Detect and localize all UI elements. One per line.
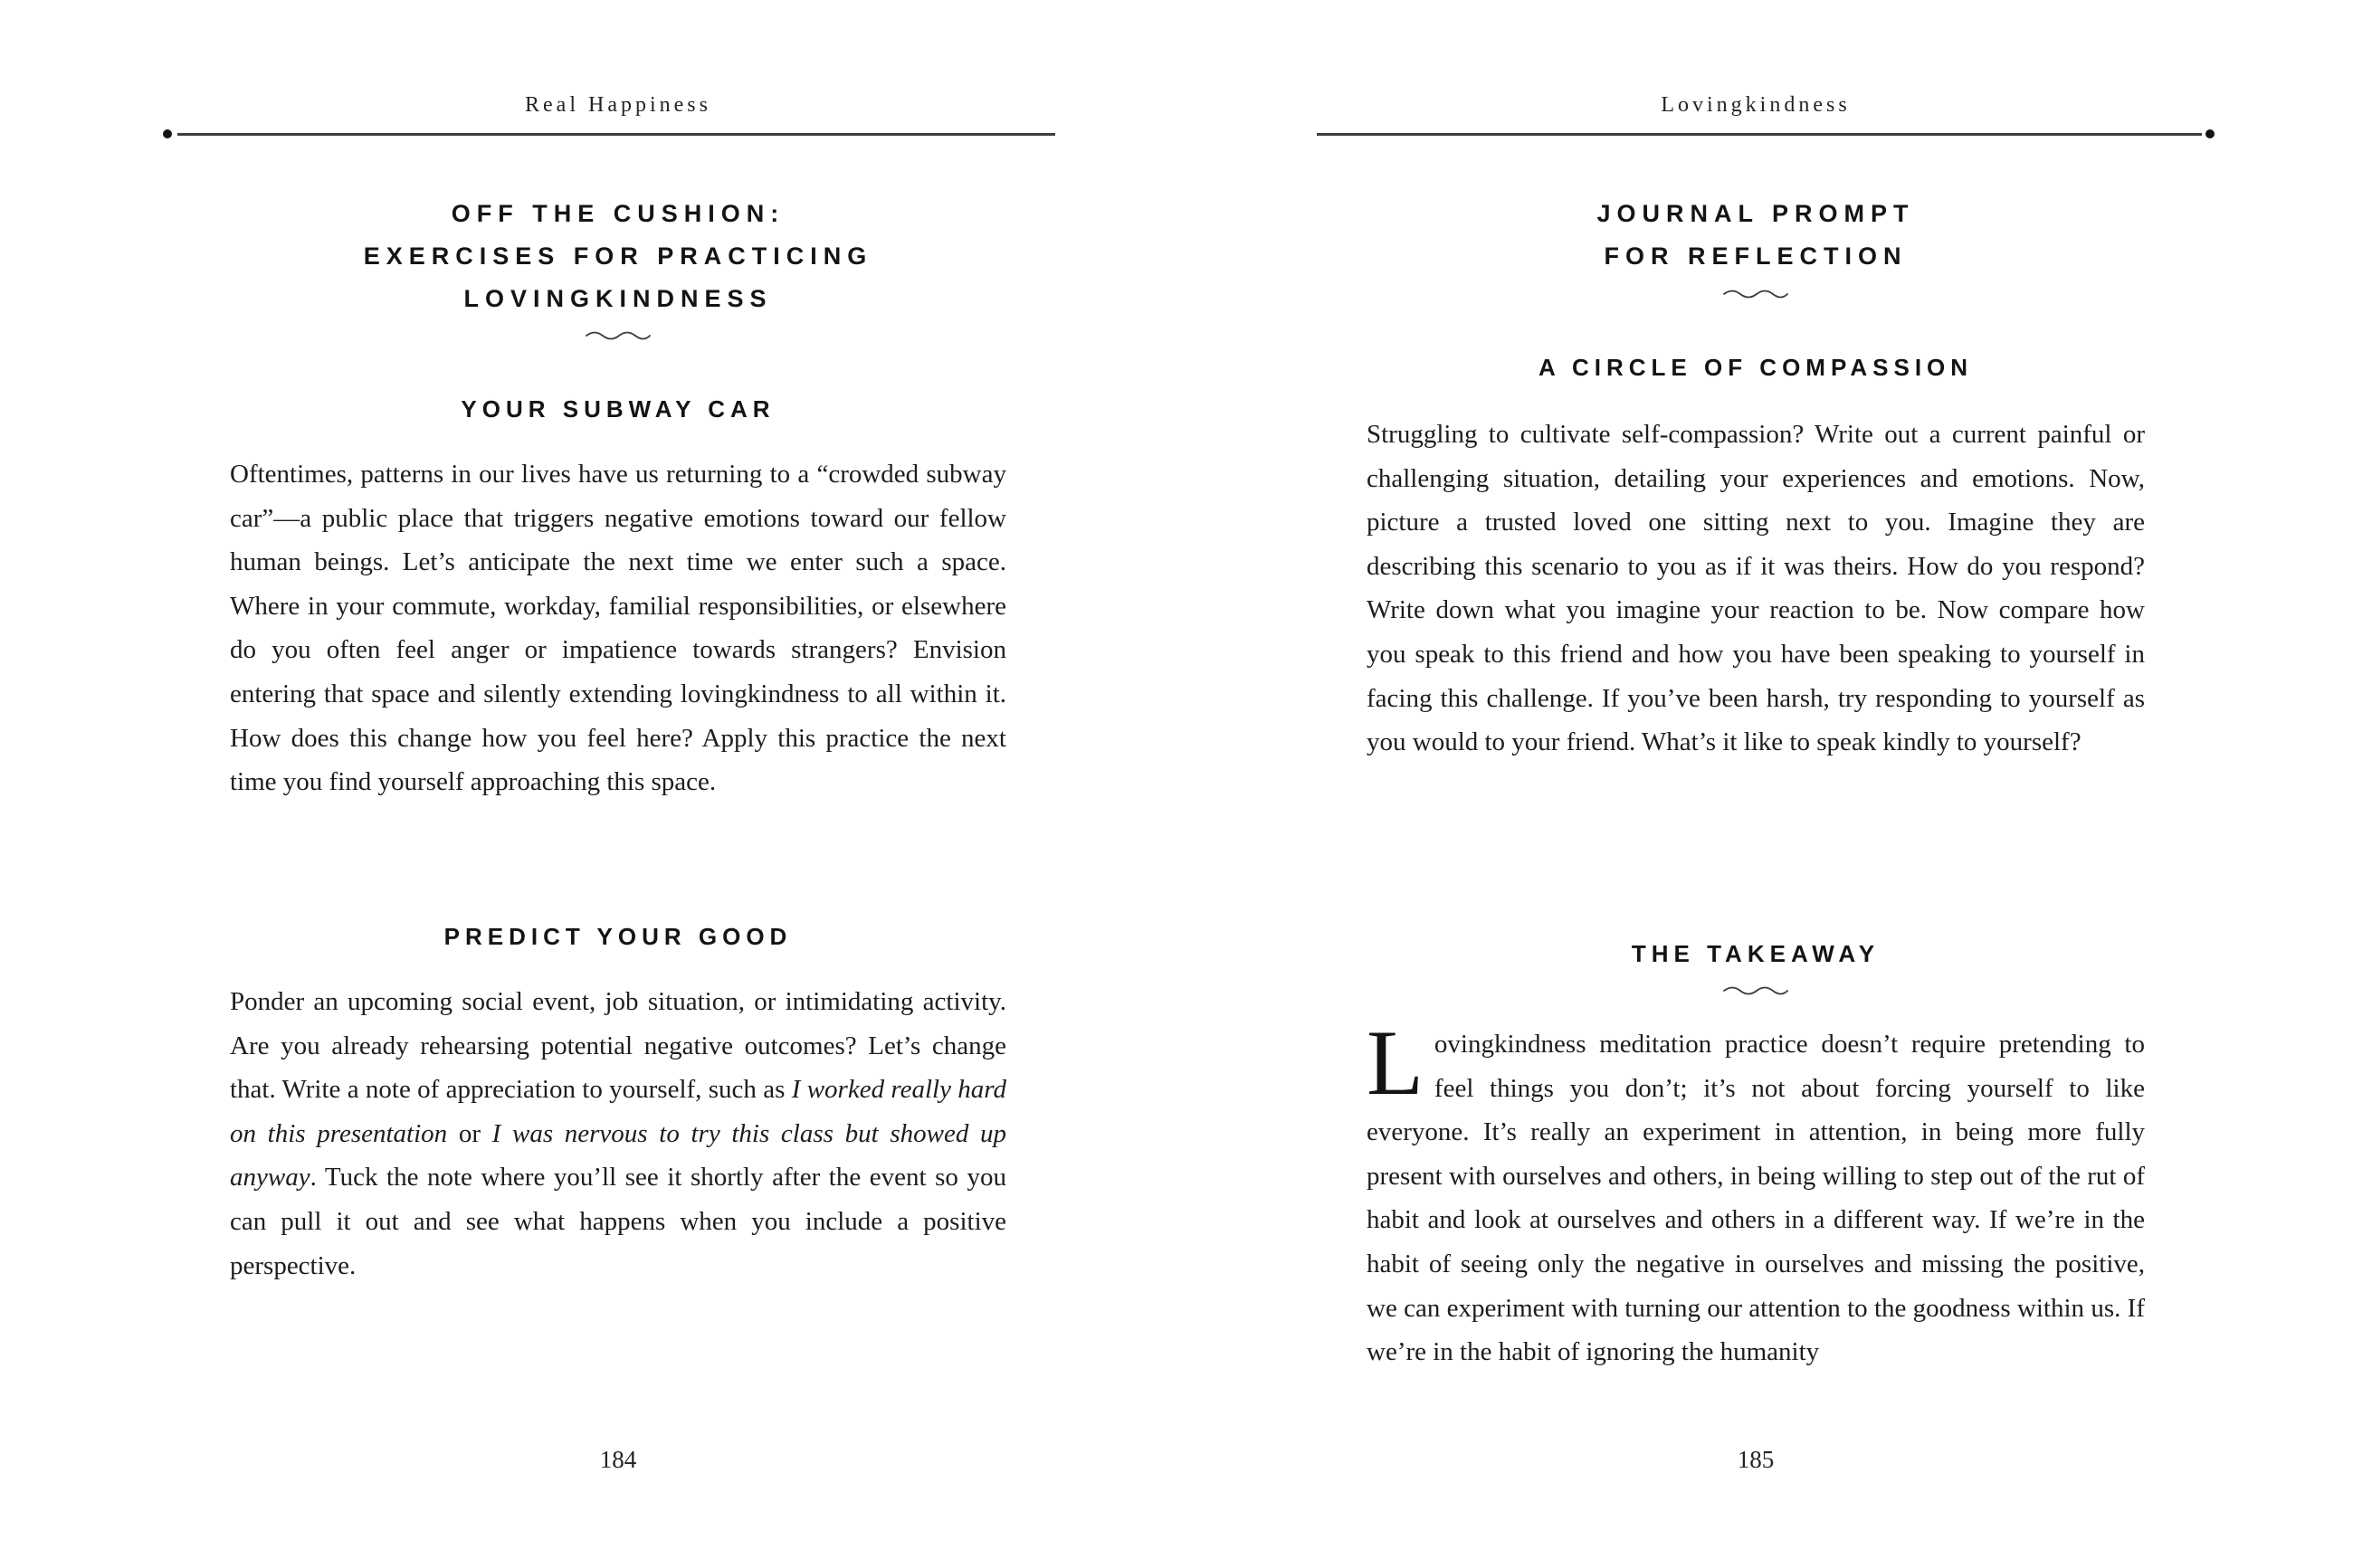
section-heading: A CIRCLE OF COMPASSION: [1538, 354, 1974, 381]
body-segment: . Tuck the note where you’ll see it shortly after the event so you can pull it out and see what happens when you include a positive perspective.: [230, 1163, 1006, 1280]
chapter-title-line: EXERCISES FOR PRACTICING: [363, 242, 873, 270]
section-heading: THE TAKEAWAY: [1631, 940, 1881, 967]
chapter-title-line: FOR REFLECTION: [1604, 242, 1908, 270]
squiggle-ornament-icon: [1367, 983, 2145, 1002]
section-heading: PREDICT YOUR GOOD: [443, 923, 793, 950]
chapter-title: [230, 193, 1006, 320]
chapter-title-line: LOVINGKINDNESS: [463, 285, 773, 312]
left-page: [0, 0, 1176, 1568]
running-head: Lovingkindness: [1661, 93, 1851, 117]
running-head: Real Happiness: [525, 93, 711, 117]
header-rule: [177, 133, 1055, 136]
body-segment: ovingkindness meditation practice doesn’t require pretending to feel things you don’t; it’s not about forcing yourself to like everyone. It’s really an experiment in attention, in being more fully present with ourselves and others, in being willing to step out of the rut of habit and look at ourselves and others in a different way. If we’re in the habit of seeing only the negative in ourselves and missing the positive, we can experiment with turning our attention to the goodness within us. If we’re in the habit of ignoring the humanity: [1367, 1030, 2145, 1367]
chapter-title-line: JOURNAL PROMPT: [1596, 200, 1915, 227]
italic-phrase: I was nervous to try this class but showed up anyway: [230, 1118, 1006, 1193]
chapter-title: [1367, 193, 2145, 278]
header-rule: [1317, 133, 2202, 136]
page-number: 185: [1737, 1446, 1775, 1473]
section-heading: YOUR SUBWAY CAR: [461, 395, 776, 423]
squiggle-ornament-icon: [230, 328, 1006, 347]
body-segment: Ponder an upcoming social event, job situation, or intimidating activity. Are you already rehearsing potential negative outcomes? Let’s change that. Write a note of appreciation to yourself, such as: [230, 987, 1006, 1105]
body-paragraph: Oftentimes, patterns in our lives have us returning to a “crowded subway car”—a public place that triggers negative emotions toward our fellow human beings. Let’s anticipate the next time we enter such a space. Where in your commute, workday, familial responsibilities, or elsewhere do you often feel anger or impatience towards strangers? Envision entering that space and silently extending lovingkindness to all within it. How does this change how you feel here? Apply this practice the next time you find yourself approaching this space.: [230, 460, 1006, 797]
right-page: [1176, 0, 2353, 1568]
italic-phrase: I worked really hard on this presentation: [230, 1075, 1006, 1148]
body-paragraph: [1367, 1012, 2145, 1374]
rule-end-dot: [163, 129, 172, 138]
chapter-title-line: OFF THE CUSHION:: [451, 200, 786, 227]
body-paragraph: [230, 980, 1006, 1288]
drop-cap: L: [1367, 1012, 1424, 1115]
page-number: 184: [599, 1446, 637, 1473]
body-segment: or: [447, 1118, 492, 1148]
squiggle-ornament-icon: [1367, 286, 2145, 305]
rule-end-dot: [2205, 129, 2215, 138]
body-paragraph: Struggling to cultivate self-compassion? Write out a current painful or challenging situation, detailing your experiences and emotions. Now, picture a trusted loved one sitting next to you. Imagine they are describing this scenario to you as if it was theirs. How do you respond? Write down what you imagine your reaction to be. Now compare how you speak to this friend and how you have been speaking to yourself in facing this challenge. If you’ve been harsh, try responding to yourself as you would to your friend. What’s it like to speak kindly to yourself?: [1367, 420, 2145, 757]
